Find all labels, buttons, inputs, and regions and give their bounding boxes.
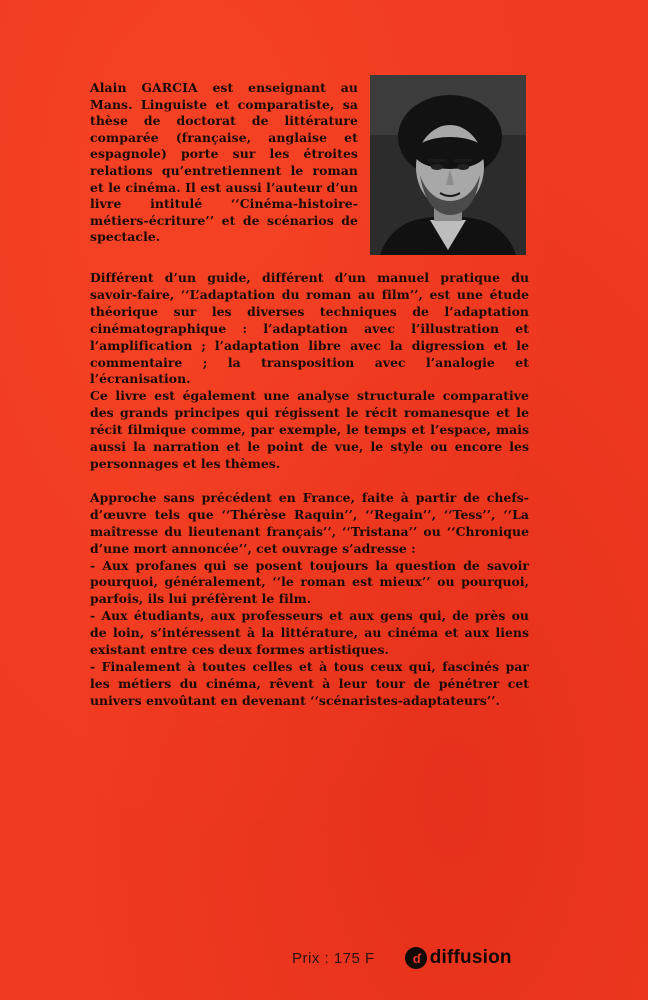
description-paragraph-2: Ce livre est également une analyse structurale comparative des grands principes qui régissent le récit romanesque et le récit filmique comme, par exemple, le temps et l’espace, mais aussi la narration et le point de vue, le style ou encore les personnages et les thèmes.	[90, 388, 529, 471]
audience-item-3: - Finalement à toutes celles et à tous ceux qui, fascinés par les métiers du cinéma, rêvent à leur tour de pénétrer cet univers envoûtant en devenant ‘‘scénaristes-adaptateurs’’.	[90, 658, 529, 708]
description-paragraph-3: Approche sans précédent en France, faite à partir de chefs-d’œuvre tels que ‘‘Thérèse Raquin’’, ‘‘Regain’’, ‘‘Tess’’, ‘‘La maîtresse du lieutenant français’’, ‘‘Tristana’’ ou ‘‘Chronique d’une mort annoncée’’, cet ouvrage s’adresse :	[90, 489, 529, 556]
paragraph-spacer	[90, 473, 529, 490]
author-bio	[90, 80, 358, 246]
publisher-mark-icon: ɗ	[405, 947, 427, 969]
price-label: Prix : 175 F	[292, 949, 375, 967]
author-bio-text: Alain GARCIA est enseignant au Mans. Linguiste et comparatiste, sa thèse de doctorat de littérature comparée (française, anglaise et espagnole) porte sur les étroites relations qu’entretiennent le roman et le cinéma. Il est aussi l’auteur d’un livre intitulé ‘‘Cinéma-histoire-métiers-écriture’’ et de scénarios de spectacle.	[90, 80, 358, 245]
publisher-logo	[405, 947, 512, 969]
audience-item-1: - Aux profanes qui se posent toujours la question de savoir pourquoi, généralement, ‘‘le roman est mieux’’ ou pourquoi, parfois, ils lui préfèrent le film.	[90, 557, 529, 607]
book-description	[90, 270, 529, 710]
audience-item-2: - Aux étudiants, aux professeurs et aux gens qui, de près ou de loin, s’intéressent à la littérature, au cinéma et aux liens existant entre ces deux formes artistiques.	[90, 608, 529, 658]
author-portrait-icon	[370, 75, 526, 255]
description-paragraph-1: Différent d’un guide, différent d’un manuel pratique du savoir-faire, ‘‘L’adaptation du roman au film’’, est une étude théorique sur les diverses techniques de l’adaptation cinématographique : l’adaptation avec l’illustration et l’amplification ; l’adaptation libre avec la digression et le commentaire ; la transposition avec l’analogie et l’écranisation.	[90, 270, 529, 387]
publisher-name: diffusion	[429, 947, 512, 968]
footer	[292, 944, 512, 972]
author-photo	[370, 75, 526, 255]
